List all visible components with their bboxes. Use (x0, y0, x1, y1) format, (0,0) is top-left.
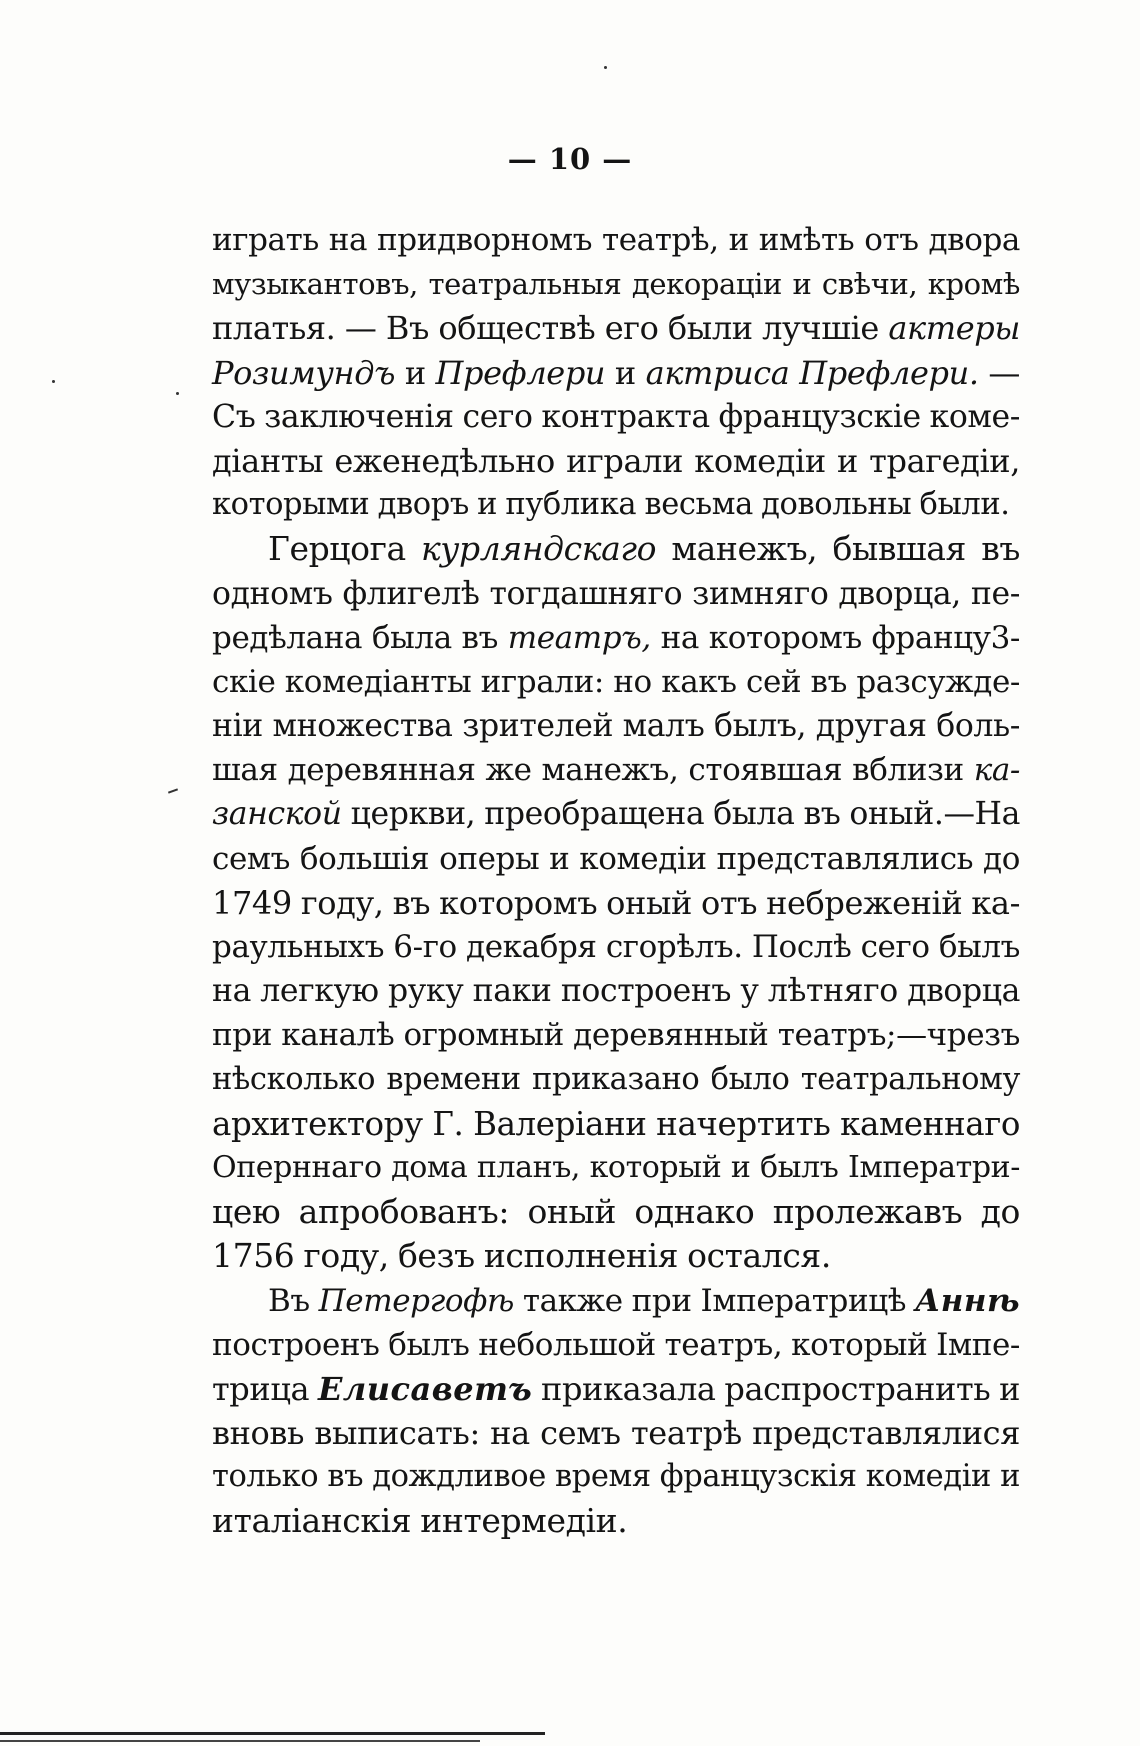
text-line (212, 395, 1020, 439)
text-run: — (978, 353, 1020, 392)
bottom-rule (0, 1732, 545, 1735)
text-run: играть на придворномъ театрѣ, и имѣть отъ двора (212, 222, 1020, 258)
text-line (212, 527, 1020, 571)
text-line (212, 483, 1020, 527)
text-run: вновь выписать: на семъ театрѣ представлялися (212, 1414, 1020, 1453)
paper-speck (52, 380, 55, 383)
text-run: раульныхъ 6-го декабря сгорѣлъ. Послѣ сего былъ (212, 929, 1020, 965)
text-line (212, 1455, 1020, 1499)
bold-name: Елисаветъ (317, 1369, 533, 1408)
text-line (212, 881, 1020, 925)
text-line (212, 1013, 1020, 1057)
text-run: только въ дождливое время французскія комедіи и (212, 1459, 1020, 1495)
text-run: одномъ флигелѣ тогдашняго зимняго дворца, пе- (212, 575, 1020, 612)
text-run: италіанскія интермедіи. (212, 1501, 628, 1541)
page-number: — 10 — (507, 142, 633, 176)
text-line (212, 1411, 1020, 1455)
paper-speck (176, 392, 179, 395)
text-line (212, 969, 1020, 1013)
text-line (212, 1279, 1020, 1323)
italic-text: занской (212, 796, 342, 833)
italic-text: театръ, (507, 619, 651, 656)
text-run: которыми дворъ и публика весьма довольны были. (212, 487, 1010, 523)
text-line (212, 925, 1020, 969)
text-run: манежъ, бывшая въ (656, 529, 1020, 569)
text-run: Герцога (268, 529, 421, 569)
text-line (212, 1190, 1020, 1234)
text-run: приказала распространить и (532, 1369, 1020, 1408)
text-run: при каналѣ огромный деревянный театръ;—чрезъ (212, 1017, 1020, 1054)
text-run: построенъ былъ небольшой театръ, который Імпе- (212, 1326, 1020, 1363)
text-line (212, 748, 1020, 792)
text-line (212, 1146, 1020, 1190)
text-line (212, 1234, 1020, 1278)
text-run: архитектору Г. Валеріани начертить каменнаго (212, 1104, 1020, 1143)
text-run: семъ большія оперы и комедіи представлялись до (212, 840, 1020, 877)
text-line (212, 1102, 1020, 1146)
text-run: Оперннаго дома планъ, который и былъ Імператри- (212, 1149, 1020, 1185)
text-line (212, 218, 1020, 262)
text-line (212, 837, 1020, 881)
text-line (212, 704, 1020, 748)
text-run: церкви, преобращена была въ оный.—На (341, 796, 1020, 833)
text-line (212, 1058, 1020, 1102)
text-line (212, 306, 1020, 350)
italic-text: Префлери (435, 353, 606, 392)
paper-speck (604, 66, 607, 69)
italic-text: курляндскаго (421, 529, 657, 569)
text-run: нѣсколько времени приказано было театральному (212, 1061, 1020, 1097)
text-line (212, 660, 1020, 704)
text-line (212, 262, 1020, 306)
text-run: также при Імператрицѣ (513, 1282, 915, 1319)
paper-speck (168, 788, 178, 793)
body-text (212, 218, 1020, 1544)
text-run: скіе комедіанты играли: но какъ сей въ разсужде- (212, 663, 1020, 700)
text-run: цею апробованъ: оный однако пролежавъ до (212, 1192, 1020, 1232)
text-run: на которомъ францу3- (650, 619, 1020, 656)
text-run: музыкантовъ, театральныя декораціи и свѣчи, кромѣ (212, 267, 1020, 302)
text-run: шая деревянная же манежъ, стоявшая вблизи (212, 752, 974, 789)
text-run: Въ (268, 1282, 319, 1319)
text-line (212, 1499, 1020, 1543)
text-run: на легкую руку паки построенъ у лѣтняго дворца (212, 973, 1020, 1010)
text-line (212, 616, 1020, 660)
italic-text: актеры (888, 309, 1020, 348)
italic-text: Петергофѣ (318, 1282, 514, 1319)
text-run: 1749 году, въ которомъ оный отъ небреженій ка- (212, 883, 1020, 922)
italic-text: ка- (973, 752, 1020, 789)
text-run: трица (212, 1369, 318, 1408)
italic-text: актриса Префлери. (645, 353, 979, 392)
text-run: 1756 году, безъ исполненія остался. (212, 1236, 831, 1276)
text-run: редѣлана была въ (212, 619, 508, 656)
italic-text: Розимундъ (212, 353, 396, 392)
bold-name: Аннѣ (915, 1282, 1020, 1319)
text-run: платья. — Въ обществѣ его были лучшіе (212, 309, 889, 348)
text-line (212, 351, 1020, 395)
text-run: и (605, 353, 646, 392)
text-line (212, 1323, 1020, 1367)
text-line (212, 1367, 1020, 1411)
text-run: Съ заключенія сего контракта французскіе коме- (212, 398, 1020, 435)
bottom-rule-shadow (0, 1740, 480, 1742)
text-line (212, 572, 1020, 616)
text-run: діанты еженедѣльно играли комедіи и трагедіи, (212, 441, 1020, 480)
text-line (212, 792, 1020, 836)
text-line (212, 439, 1020, 483)
text-run: и (395, 353, 436, 392)
text-run: ніи множества зрителей малъ былъ, другая боль- (212, 708, 1020, 745)
